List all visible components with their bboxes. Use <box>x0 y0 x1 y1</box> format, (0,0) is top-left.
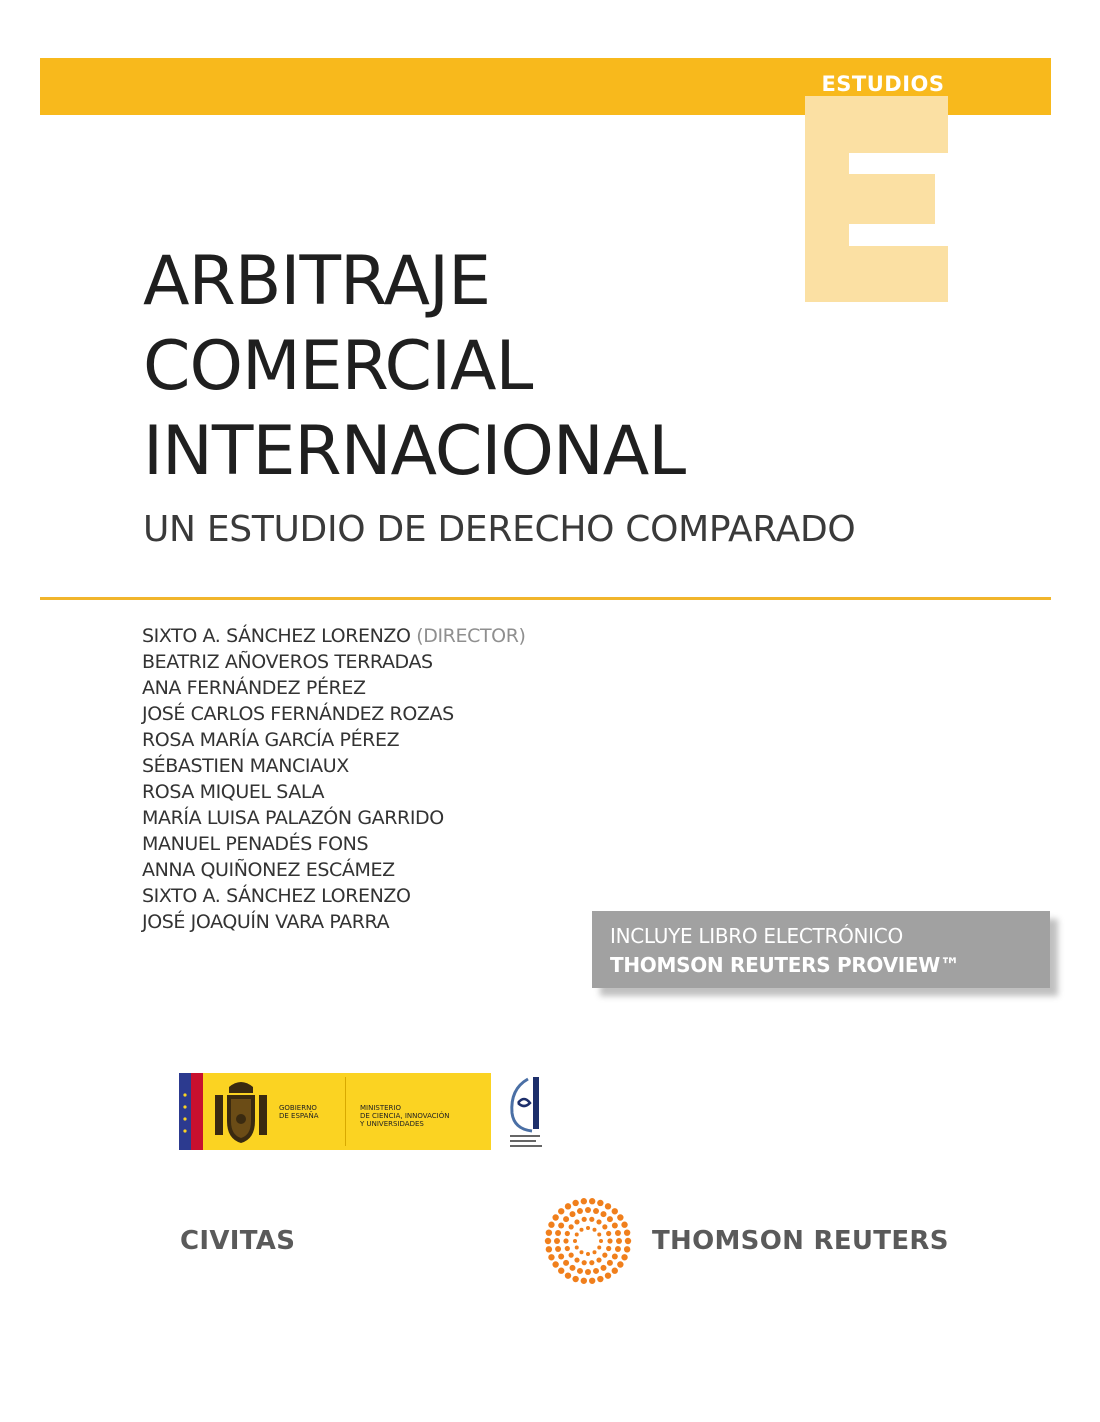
series-letter-e-icon <box>805 96 948 302</box>
imprint-name: CIVITAS <box>180 1226 296 1256</box>
ministerio-text: MINISTERIO DE CIENCIA, INNOVACIÓN Y UNIVERSIDADES <box>360 1104 450 1128</box>
publisher-name: THOMSON REUTERS <box>652 1226 949 1256</box>
author-item: ANNA QUIÑONEZ ESCÁMEZ <box>142 859 395 881</box>
author-item: SÉBASTIEN MANCIAUX <box>142 755 349 777</box>
author-item: JOSÉ CARLOS FERNÁNDEZ ROZAS <box>142 703 454 725</box>
author-role: (DIRECTOR) <box>416 625 526 647</box>
author-list <box>142 623 526 935</box>
spain-flag-icon <box>179 1073 203 1150</box>
subtitle: UN ESTUDIO DE DERECHO COMPARADO <box>143 509 856 550</box>
author-item: ROSA MIQUEL SALA <box>142 781 325 803</box>
author-item <box>142 623 526 649</box>
aei-logo-icon <box>500 1073 556 1151</box>
author-item: ROSA MARÍA GARCÍA PÉREZ <box>142 729 400 751</box>
thomson-reuters-dots-logo-icon <box>538 1195 638 1287</box>
author-item: BEATRIZ AÑOVEROS TERRADAS <box>142 651 433 673</box>
author-item: MANUEL PENADÉS FONS <box>142 833 369 855</box>
author-item: JOSÉ JOAQUÍN VARA PARRA <box>142 911 390 933</box>
coat-of-arms-icon <box>211 1077 271 1147</box>
author-name: SIXTO A. SÁNCHEZ LORENZO <box>142 625 411 647</box>
gobierno-text: GOBIERNO DE ESPAÑA <box>279 1104 319 1120</box>
author-item: SIXTO A. SÁNCHEZ LORENZO <box>142 885 411 907</box>
ebook-line-2: THOMSON REUTERS PROVIEW™ <box>610 953 960 977</box>
ebook-badge <box>592 911 1050 988</box>
ebook-line-1: INCLUYE LIBRO ELECTRÓNICO <box>610 924 903 948</box>
logo-separator <box>345 1077 346 1146</box>
series-label: ESTUDIOS <box>821 72 945 96</box>
title-line-3: INTERNACIONAL <box>143 412 686 491</box>
title-line-2: COMERCIAL <box>143 327 533 406</box>
divider <box>40 597 1051 600</box>
author-item: MARÍA LUISA PALAZÓN GARRIDO <box>142 807 444 829</box>
author-item: ANA FERNÁNDEZ PÉREZ <box>142 677 366 699</box>
gobierno-logo-bar <box>179 1073 491 1150</box>
title-line-1: ARBITRAJE <box>143 242 491 321</box>
